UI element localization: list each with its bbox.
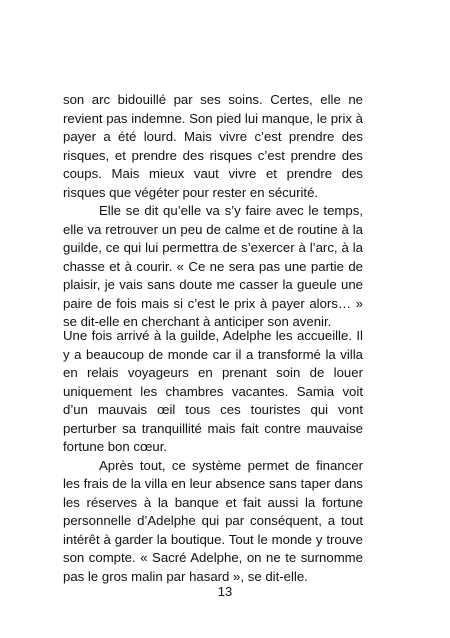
paragraph-4: Après tout, ce système permet de financer les frais de la villa en leur absence sans taper dans les réserves à la banque et fait aussi la fortune personnelle d’Adelphe qui par conséquent, a tout intérêt à garder la boutique. Tout le monde y trouve son compte. « Sacré Adelphe, on ne te surnomme pas le gros malin par hasard », se dit-elle. <box>63 457 363 584</box>
paragraph-2: Elle se dit qu’elle va s’y faire avec le temps, elle va retrouver un peu de calme et de routine à la guilde, ce qui lui permettra de s’exercer à l’arc, à la chasse et à courir. « Ce ne sera pas une partie de plaisir, je vais sans doute me casser la gueule une paire de fois mais si c’est le prix à payer alors… » se dit-elle en cherchant à anticiper son avenir. <box>63 203 363 329</box>
section-one <box>63 91 363 332</box>
page-number: 13 <box>217 584 233 599</box>
paragraph-3: Une fois arrivé à la guilde, Adelphe les accueille. Il y a beaucoup de monde car il a transformé la villa en relais voyageurs en prenant soin de louer uniquement les chambres vacantes. Samia voit d’un mauvais œil tous ces touristes qui vont perturber sa tranquillité mais fait contre mauvaise fortune bon cœur. <box>63 328 363 454</box>
paragraph-1: son arc bidouillé par ses soins. Certes, elle ne revient pas indemne. Son pied lui manque, le prix à payer a été lourd. Mais vivre c’est prendre des risques, et prendre des risques c’est prendre des coups. Mais mieux vaut vivre et prendre des risques que végéter pour rester en sécurité. <box>63 92 363 200</box>
section-two <box>63 327 363 586</box>
